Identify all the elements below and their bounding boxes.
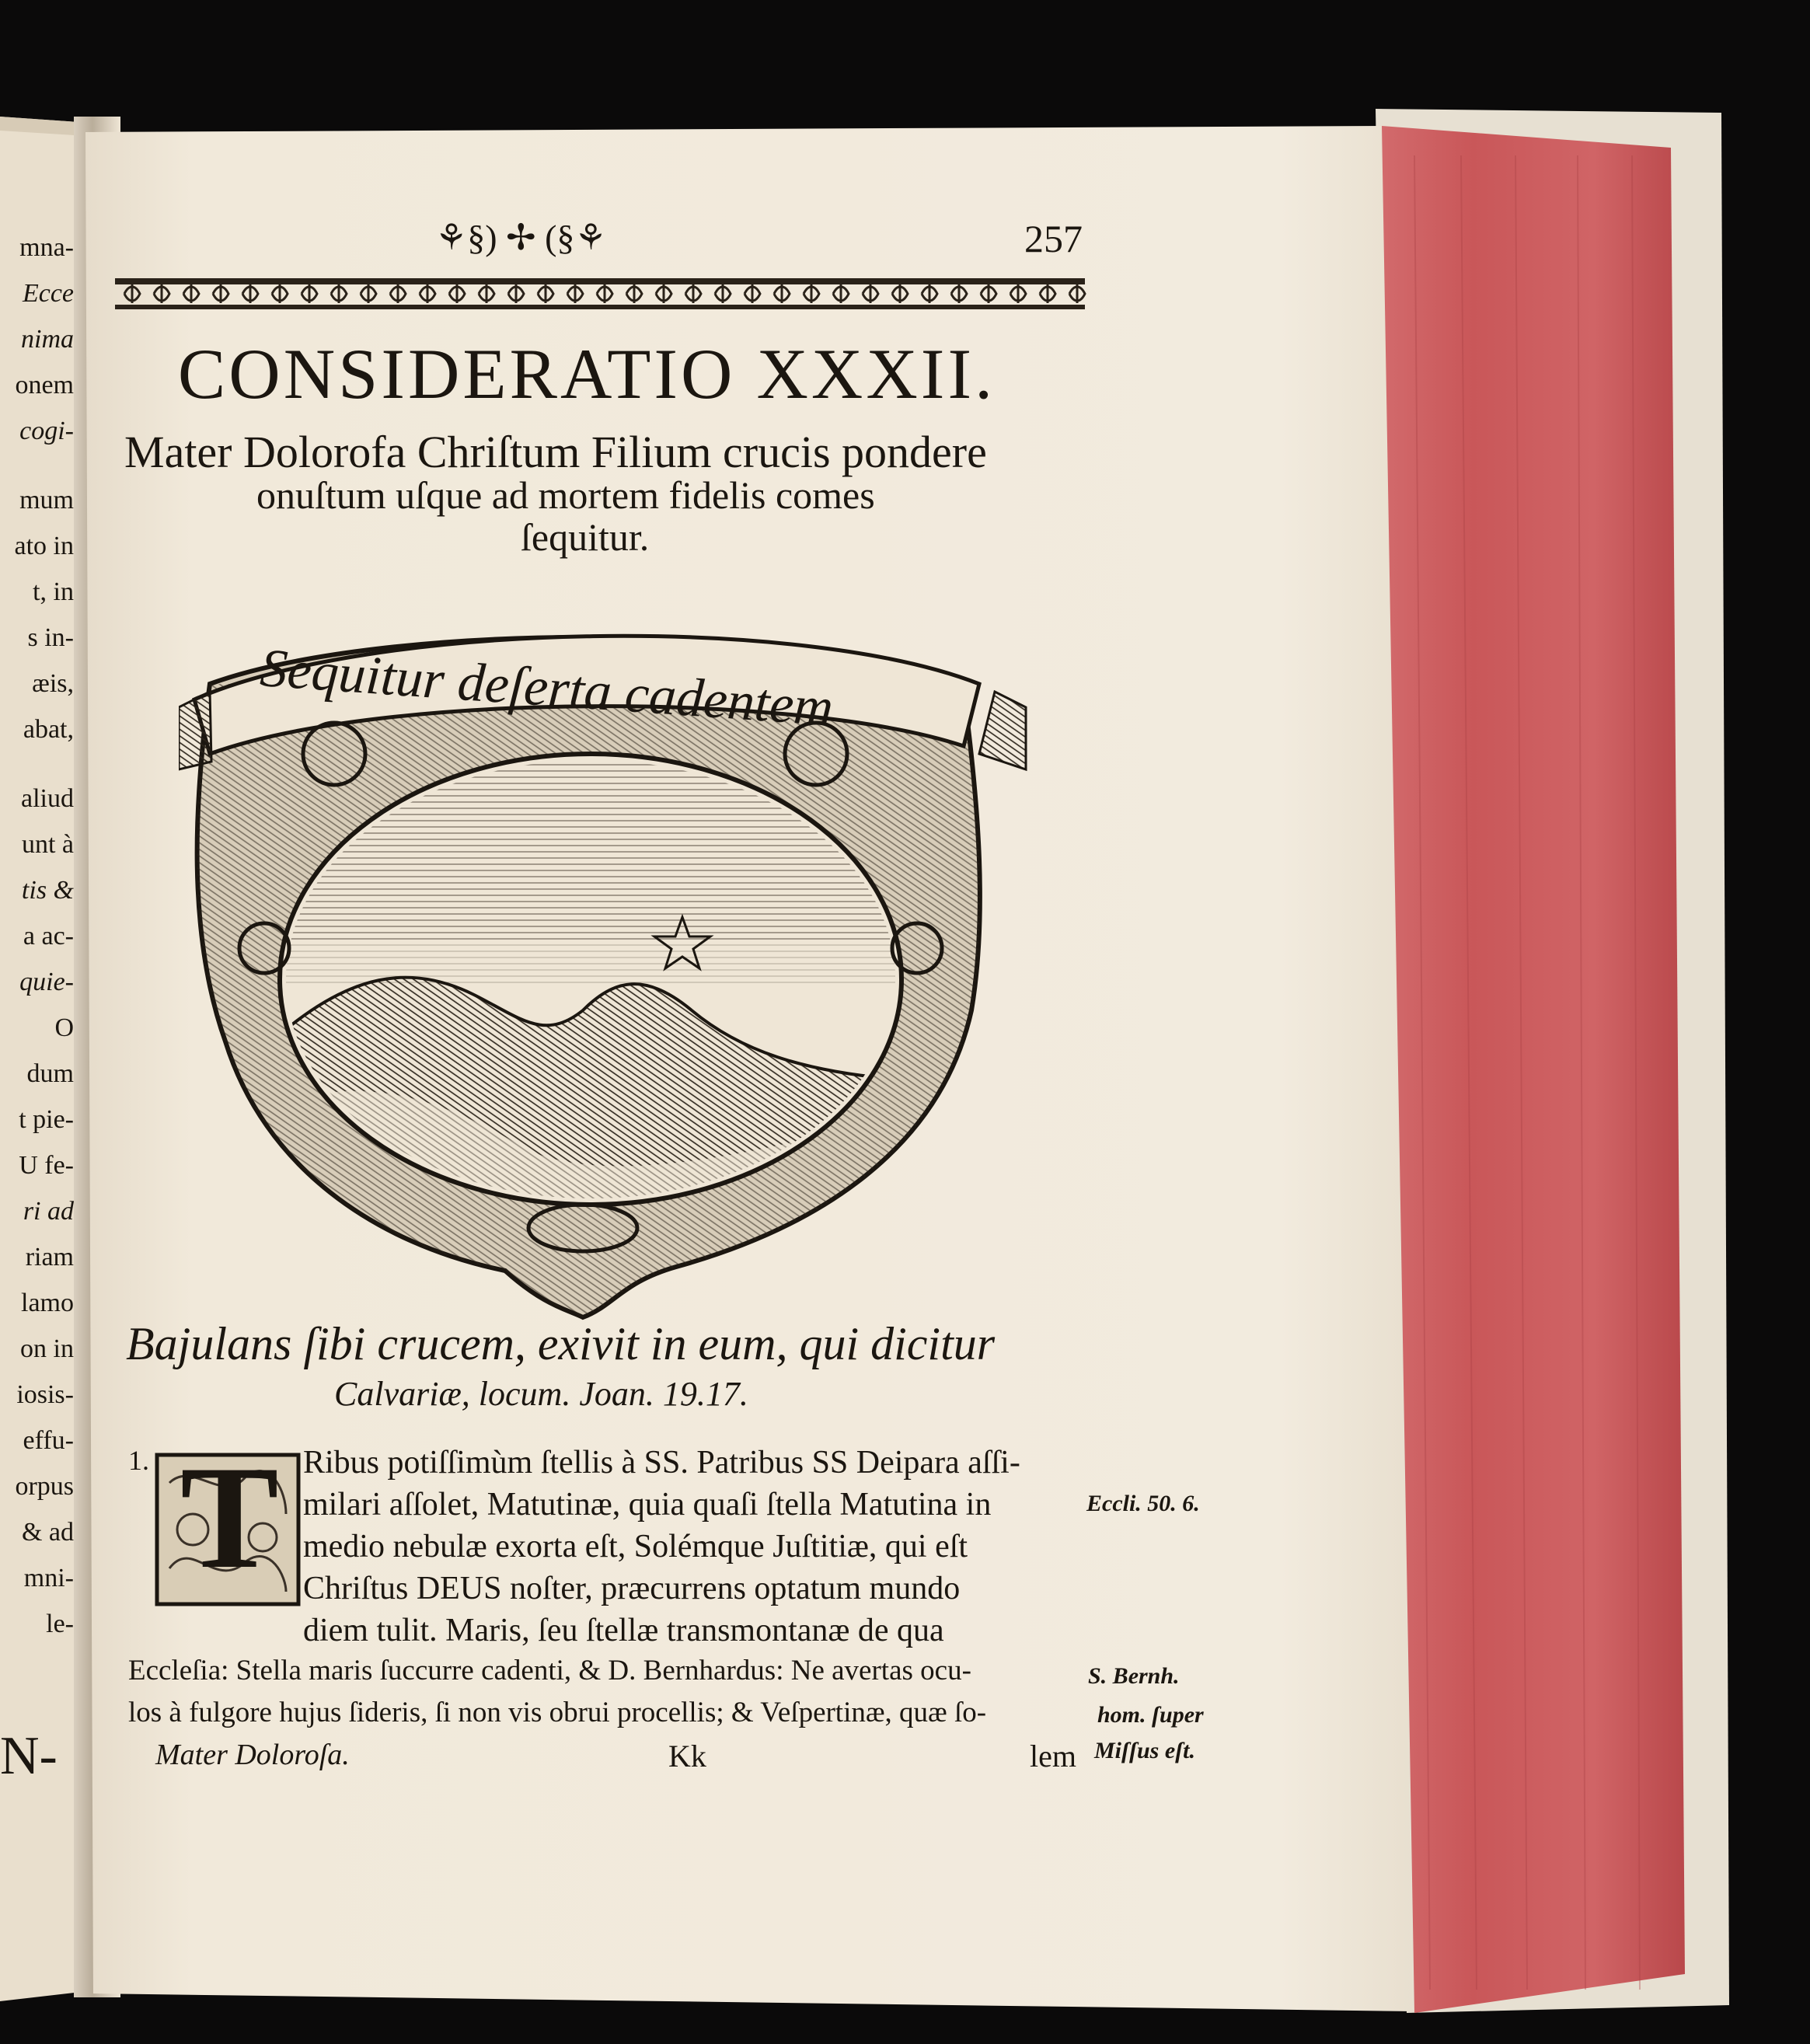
- signature-mark: Kk: [668, 1739, 706, 1774]
- page-title: CONSIDERATIO XXXII.: [177, 334, 996, 413]
- left-page-line: unt à: [21, 830, 74, 859]
- left-page-line: abat,: [23, 715, 74, 744]
- header-ornament: ⚘§) ✢ (§⚘: [435, 218, 607, 257]
- left-page-line: aliud: [21, 784, 74, 813]
- left-page-line: riam: [25, 1243, 74, 1271]
- left-page-line: iosis-: [16, 1380, 74, 1409]
- body-line-3: medio nebulæ exorta eſt, Solémque Juſtitiæ, qui eſt: [303, 1529, 968, 1564]
- caption-line-1: Bajulans ſibi crucem, exivit in eum, qui dicitur: [126, 1318, 996, 1369]
- left-page-line: æis,: [32, 669, 74, 698]
- body-line-4: Chriſtus DEUS noſter, præcurrens optatum mundo: [303, 1571, 961, 1606]
- footer-left: Mater Doloroſa.: [155, 1739, 350, 1771]
- left-page-line: U fe-: [19, 1151, 74, 1180]
- body-line-5: diem tulit. Maris, ſeu ſtellæ transmontanæ de qua: [303, 1613, 944, 1648]
- left-page-line: O: [54, 1013, 74, 1042]
- margin-note-bernhard-1: S. Bernh.: [1088, 1663, 1180, 1689]
- emblem-motto: Sequitur deſerta cadentem: [258, 638, 835, 738]
- left-page-line: lamo: [21, 1289, 74, 1317]
- left-page-line: effu-: [23, 1426, 74, 1455]
- left-page-line: on in: [20, 1334, 74, 1363]
- margin-note-bernhard-2: hom. ſuper: [1097, 1702, 1204, 1728]
- left-page-line: mum: [19, 486, 74, 514]
- left-page-line: dum: [26, 1059, 74, 1088]
- left-page-line: t, in: [33, 577, 74, 606]
- subtitle-line-3: ſequitur.: [521, 515, 650, 559]
- margin-note-ecclesiasticus: Eccli. 50. 6.: [1086, 1491, 1200, 1516]
- page-number: 257: [1024, 217, 1083, 260]
- left-page-line: cogi-: [19, 417, 74, 445]
- caption-line-2: Calvariæ, locum. Joan. 19.17.: [334, 1375, 748, 1413]
- left-page-line: mni-: [23, 1564, 74, 1592]
- margin-note-bernhard-3: Miſſus eſt.: [1094, 1738, 1195, 1763]
- left-page-line: Ecce: [22, 279, 74, 308]
- left-page-line: orpus: [15, 1472, 74, 1501]
- left-page-line: mna-: [19, 233, 74, 262]
- body-line-1: Ribus potiſſimùm ſtellis à SS. Patribus SS Deipara aſſi-: [303, 1445, 1020, 1481]
- body-line-2: milari aſſolet, Matutinæ, quia quaſi ſtella Matutina in: [303, 1487, 992, 1523]
- left-page-line: tis &: [21, 876, 74, 905]
- left-page-line: quie-: [19, 968, 74, 996]
- drop-cap-letter: T: [180, 1436, 279, 1599]
- section-number: 1.: [128, 1445, 149, 1476]
- left-page-line: onem: [15, 371, 74, 399]
- left-page-bottom-letter: N-: [0, 1726, 58, 1786]
- left-page-line: & ad: [21, 1518, 74, 1547]
- left-page-line: ri ad: [23, 1197, 74, 1226]
- left-page-line: s in-: [27, 623, 74, 652]
- body-line-6: Eccleſia: Stella maris ſuccurre cadenti, & D. Bernhardus: Ne avertas ocu-: [128, 1655, 971, 1686]
- left-page-line: nima: [21, 325, 74, 354]
- left-page-line: le-: [46, 1610, 74, 1638]
- subtitle-line-1: Mater Dolorofa Chriſtum Filium crucis pondere: [124, 427, 987, 477]
- left-page-line: a ac-: [23, 922, 74, 950]
- left-page-line: t pie-: [19, 1105, 74, 1134]
- body-line-7: los à fulgore hujus ſideris, ſi non vis obrui procellis; & Veſpertinæ, quæ ſo-: [128, 1697, 987, 1728]
- subtitle-line-2: onuſtum uſque ad mortem fidelis comes: [256, 473, 875, 517]
- catchword: lem: [1030, 1739, 1076, 1774]
- left-page-line: ato in: [14, 532, 74, 560]
